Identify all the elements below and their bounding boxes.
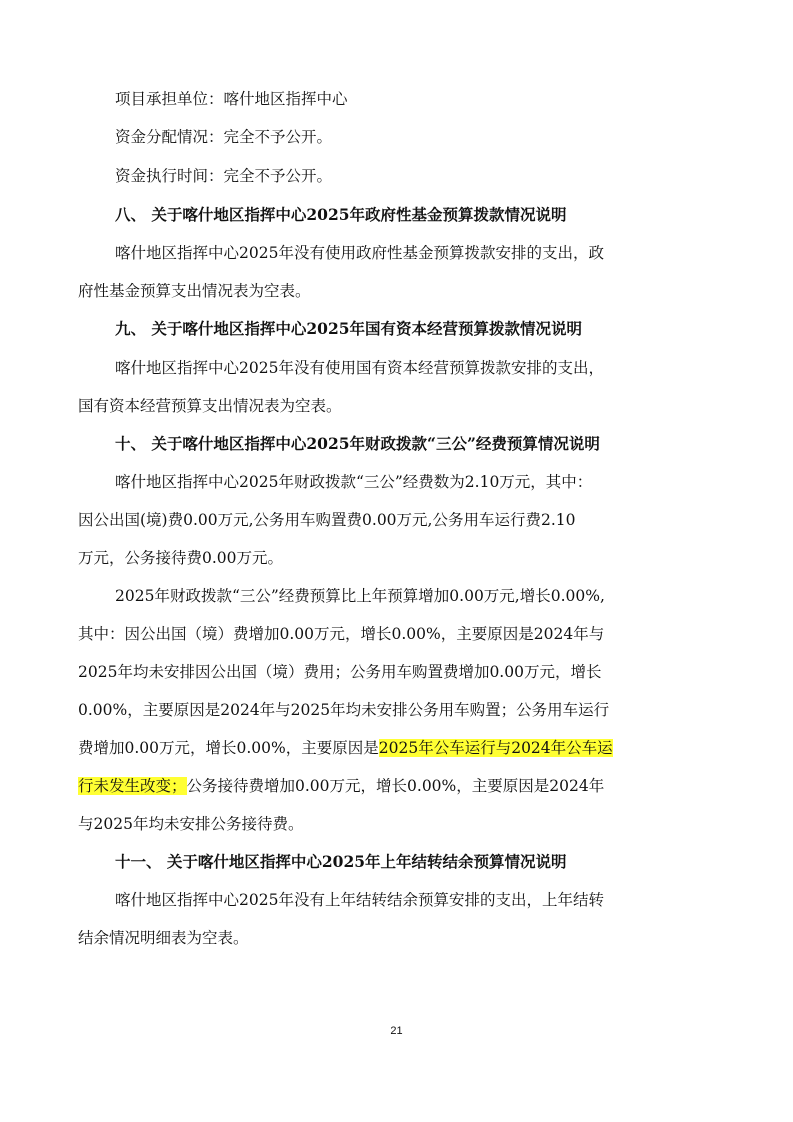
page-number: 21 [390, 1025, 403, 1037]
highlighted-text: 行未发生改变； [78, 777, 187, 795]
section-11-para-line: 喀什地区指挥中心2025年没有上年结转结余预算安排的支出，上年结转 [115, 891, 604, 909]
section-11-heading: 十一、 关于喀什地区指挥中心2025年上年结转结余预算情况说明 [115, 852, 567, 871]
section-9-heading: 九、 关于喀什地区指挥中心2025年国有资本经营预算拨款情况说明 [115, 319, 583, 338]
section-10-para-line: 2025年均未安排因公出国（境）费用；公务用车购置费增加0.00万元，增长 [78, 663, 602, 681]
fund-execution-line: 资金执行时间：完全不予公开。 [115, 167, 333, 185]
section-10-para-line: 因公出国(境)费0.00万元,公务用车购置费0.00万元,公务用车运行费2.10 [78, 511, 576, 529]
section-9-para-line: 喀什地区指挥中心2025年没有使用国有资本经营预算拨款安排的支出， [115, 359, 604, 377]
section-10-para-line: 2025年财政拨款“三公”经费预算比上年预算增加0.00万元,增长0.00%, [115, 587, 605, 605]
section-10-para-line [78, 738, 718, 758]
section-10-para-line: 0.00%，主要原因是2024年与2025年均未安排公务用车购置；公务用车运行 [78, 701, 610, 719]
section-10-heading: 十、 关于喀什地区指挥中心2025年财政拨款“三公”经费预算情况说明 [115, 434, 600, 453]
highlighted-text: 2025年公车运行与2024年公车运 [378, 739, 613, 757]
section-10-para-line: 喀什地区指挥中心2025年财政拨款“三公”经费数为2.10万元，其中： [115, 473, 593, 491]
section-8-heading: 八、 关于喀什地区指挥中心2025年政府性基金预算拨款情况说明 [115, 205, 567, 224]
project-unit-line: 项目承担单位：喀什地区指挥中心 [115, 90, 348, 108]
text-span: 公务接待费增加0.00万元，增长0.00%，主要原因是2024年 [186, 777, 605, 795]
section-8-para-line: 府性基金预算支出情况表为空表。 [78, 282, 311, 300]
section-8-para-line: 喀什地区指挥中心2025年没有使用政府性基金预算拨款安排的支出，政 [115, 244, 604, 262]
section-11-para-line: 结余情况明细表为空表。 [78, 929, 249, 947]
text-span: 费增加0.00万元，增长0.00%，主要原因是 [78, 739, 379, 757]
section-9-para-line: 国有资本经营预算支出情况表为空表。 [78, 397, 342, 415]
section-10-para-line: 其中：因公出国（境）费增加0.00万元，增长0.00%，主要原因是2024年与 [78, 625, 605, 643]
section-10-para-line: 与2025年均未安排公务接待费。 [78, 815, 304, 833]
section-10-para-line [78, 776, 718, 796]
fund-allocation-line: 资金分配情况：完全不予公开。 [115, 128, 333, 146]
section-10-para-line: 万元，公务接待费0.00万元。 [78, 549, 284, 567]
